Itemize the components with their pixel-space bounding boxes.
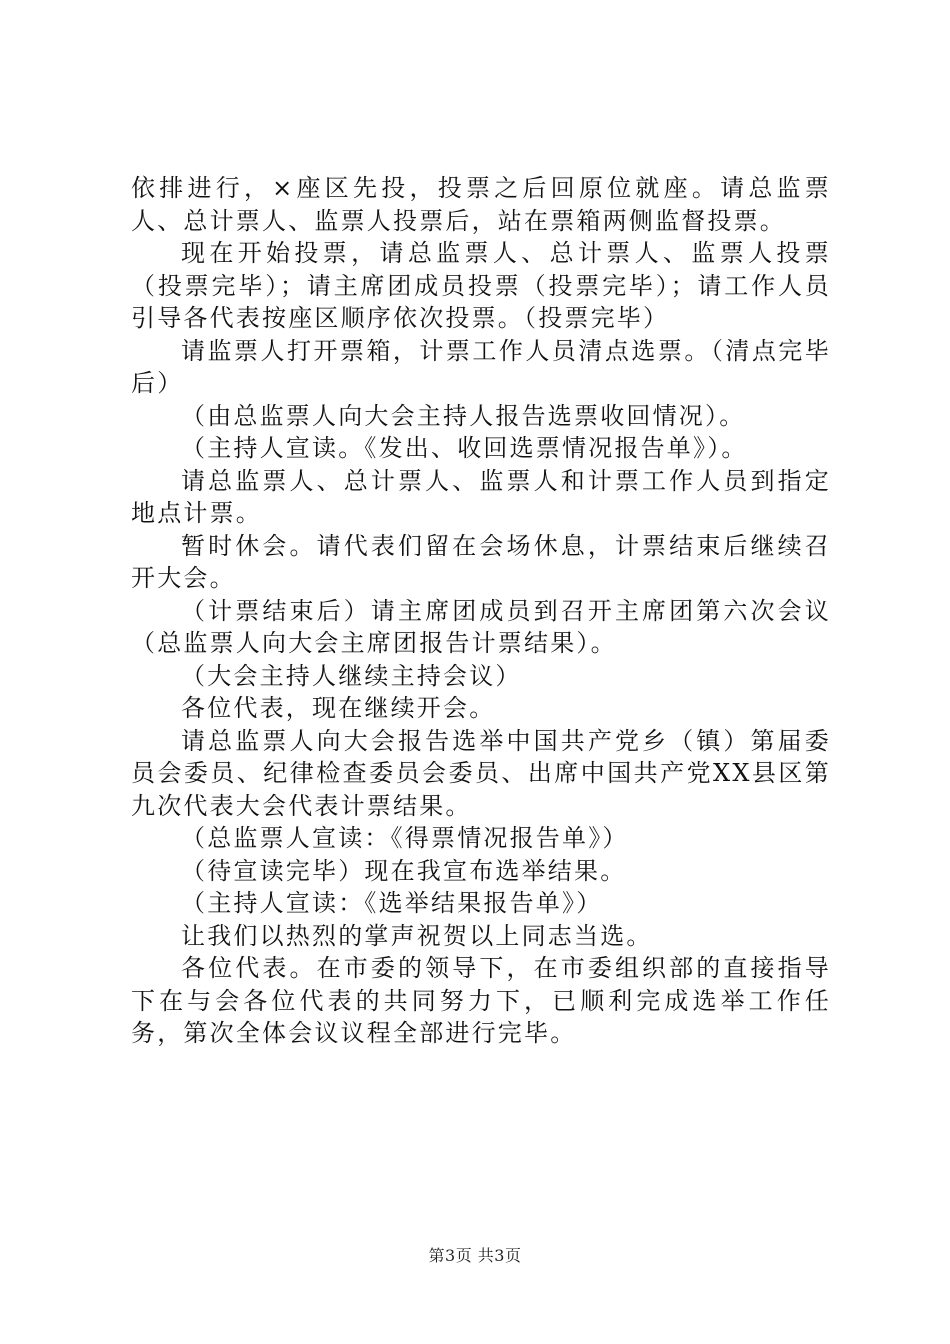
page-number-footer: 第3页 共3页 bbox=[428, 1246, 522, 1265]
paragraph-14: （主持人宣读：《选举结果报告单》） bbox=[181, 889, 603, 917]
paragraph-1: 依排进行，×座区先投，投票之后回原位就座。请总监票人、总计票人、监票人投票后，站在票箱两侧监督投票。 bbox=[131, 174, 831, 235]
document-body bbox=[131, 172, 831, 1050]
paragraph-16: 各位代表。在市委的领导下，在市委组织部的直接指导下在与会各位代表的共同努力下，已顺利完成选举工作任务，第次全体会议议程全部进行完毕。 bbox=[131, 954, 831, 1047]
paragraph-6: 请总监票人、总计票人、监票人和计票工作人员到指定地点计票。 bbox=[131, 466, 831, 527]
paragraph-4: （由总监票人向大会主持人报告选票收回情况）。 bbox=[181, 401, 746, 430]
paragraph-10: 各位代表，现在继续开会。 bbox=[181, 694, 496, 722]
paragraph-8: （计票结束后）请主席团成员到召开主席团第六次会议（总监票人向大会主席团报告计票结果）。 bbox=[131, 596, 831, 657]
paragraph-2: 现在开始投票，请总监票人、总计票人、监票人投票（投票完毕）；请主席团成员投票（投票完毕）；请工作人员引导各代表按座区顺序依次投票。（投票完毕） bbox=[131, 239, 831, 332]
paragraph-11: 请总监票人向大会报告选举中国共产党乡（镇）第届委员会委员、纪律检查委员会委员、出席中国共产党XX县区第九次代表大会代表计票结果。 bbox=[131, 726, 831, 820]
paragraph-12: （总监票人宣读：《得票情况报告单》） bbox=[181, 824, 629, 852]
paragraph-13: （待宣读完毕）现在我宣布选举结果。 bbox=[181, 856, 627, 885]
paragraph-9: （大会主持人继续主持会议） bbox=[181, 661, 522, 690]
paragraph-5: （主持人宣读。《发出、收回选票情况报告单》）。 bbox=[181, 434, 748, 462]
paragraph-15: 让我们以热烈的掌声祝贺以上同志当选。 bbox=[181, 921, 653, 950]
paragraph-7: 暂时休会。请代表们留在会场休息，计票结束后继续召开大会。 bbox=[131, 531, 831, 592]
paragraph-3: 请监票人打开票箱，计票工作人员清点选票。（清点完毕后） bbox=[131, 336, 831, 397]
